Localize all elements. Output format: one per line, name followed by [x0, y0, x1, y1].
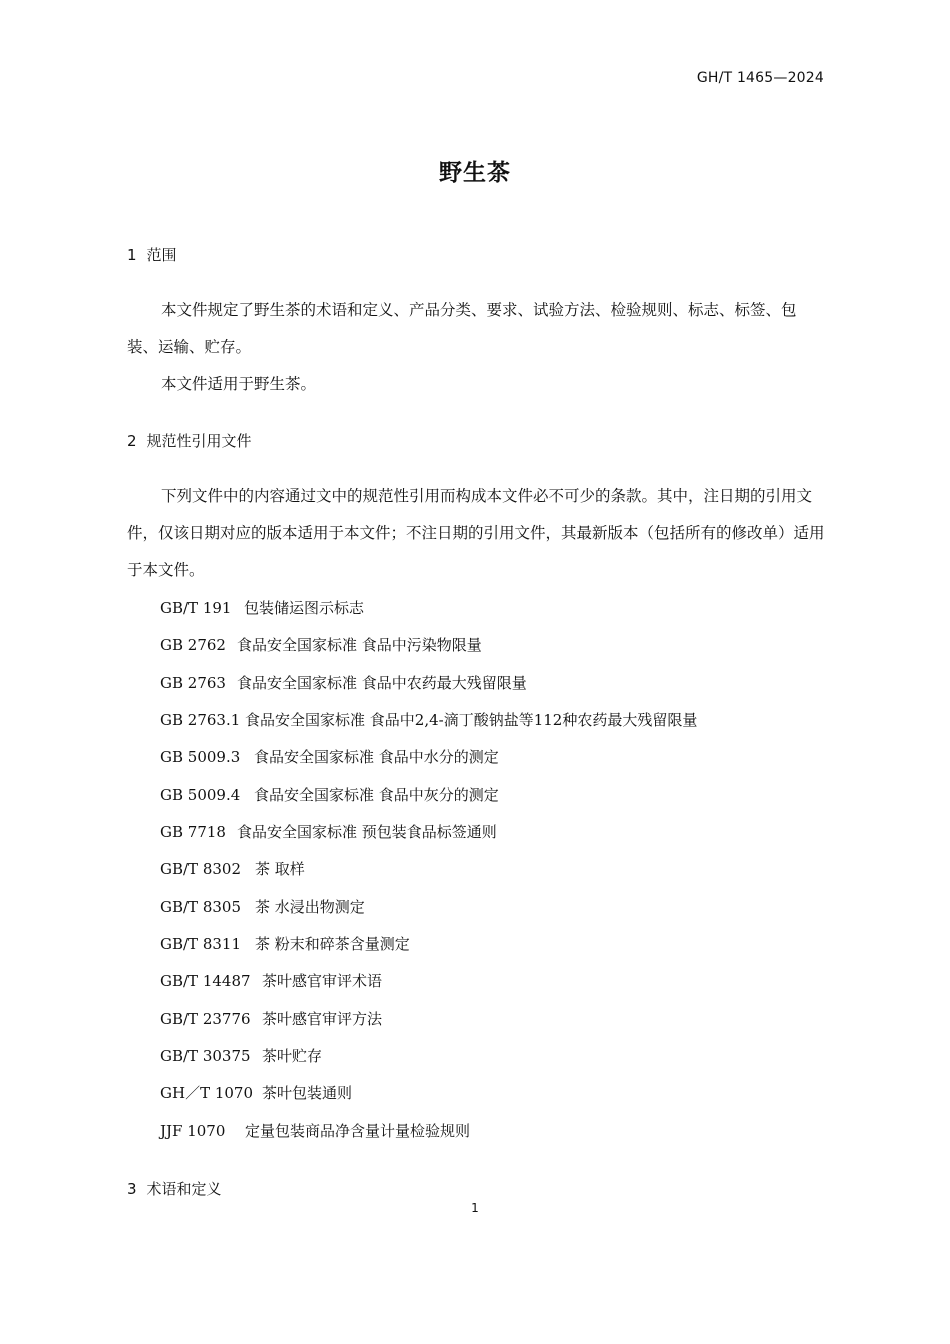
reference-item [160, 1038, 697, 1075]
reference-code: GB/T 8311 [160, 935, 242, 954]
reference-code: GH／T 1070 [160, 1084, 254, 1103]
section-3-heading [127, 1178, 222, 1199]
reference-code: GB 2763 [160, 673, 226, 692]
normative-reference-list [160, 590, 697, 1150]
reference-item [160, 963, 697, 1000]
reference-item [160, 590, 697, 627]
reference-item [160, 777, 697, 814]
reference-code: GB/T 23776 [160, 1009, 251, 1028]
reference-code: GB/T 30375 [160, 1047, 251, 1066]
document-title: 野生茶 [439, 160, 511, 186]
references-intro-paragraph: 下列文件中的内容通过文中的规范性引用而构成本文件必不可少的条款。其中，注日期的引用文件，仅该日期对应的版本适用于本文件；不注日期的引用文件，其最新版本（包括所有的修改单）适用于本文件。 [127, 487, 825, 579]
reference-title: 茶叶感官审评术语 [262, 972, 383, 991]
reference-title: 食品安全国家标准 食品中水分的测定 [254, 748, 499, 767]
reference-item [160, 889, 697, 926]
reference-item [160, 702, 697, 739]
reference-title: 茶叶包装通则 [262, 1084, 353, 1103]
reference-code: GB 2762 [160, 636, 226, 655]
reference-title: 包装储运图示标志 [244, 599, 365, 617]
reference-code: GB 5009.4 [160, 785, 241, 804]
reference-title: 食品安全国家标准 食品中农药最大残留限量 [237, 673, 527, 692]
reference-title: 茶 水浸出物测定 [255, 897, 365, 916]
reference-item [160, 739, 697, 776]
reference-code: GB/T 8305 [160, 897, 242, 916]
reference-item [160, 1001, 697, 1038]
section-1-heading [127, 244, 177, 265]
section-2-heading [127, 430, 252, 451]
reference-code: GB/T 191 [160, 599, 232, 617]
section-number: 1 [127, 246, 137, 264]
reference-title: 茶 粉末和碎茶含量测定 [255, 935, 410, 954]
scope-paragraph-1: 本文件规定了野生茶的术语和定义、产品分类、要求、试验方法、检验规则、标志、标签、包装、运输、贮存。 [127, 301, 797, 356]
reference-code: GB 2763.1 [160, 711, 241, 730]
reference-item [160, 814, 697, 851]
section-title: 规范性引用文件 [146, 432, 252, 450]
reference-item [160, 1113, 697, 1150]
reference-title: 茶 取样 [255, 860, 305, 879]
page-number: 1 [471, 1201, 479, 1215]
reference-item [160, 665, 697, 702]
reference-title: 茶叶贮存 [262, 1047, 323, 1066]
reference-item [160, 851, 697, 888]
reference-code: GB/T 14487 [160, 972, 251, 991]
reference-title: 定量包装商品净含量计量检验规则 [245, 1121, 471, 1140]
scope-paragraph-2: 本文件适用于野生茶。 [161, 375, 317, 393]
reference-item [160, 926, 697, 963]
reference-code: GB 7718 [160, 823, 226, 842]
reference-code: GB/T 8302 [160, 860, 242, 879]
section-number: 2 [127, 432, 137, 450]
document-code: GH/T 1465—2024 [696, 70, 824, 86]
reference-item [160, 1075, 697, 1112]
reference-code: GB 5009.3 [160, 748, 241, 767]
reference-title: 食品安全国家标准 食品中污染物限量 [237, 636, 482, 655]
reference-title: 食品安全国家标准 食品中灰分的测定 [254, 785, 499, 804]
section-title: 范围 [146, 246, 177, 264]
reference-title: 茶叶感官审评方法 [262, 1009, 383, 1028]
reference-code: JJF 1070 [160, 1121, 226, 1140]
reference-title: 食品安全国家标准 食品中2,4-滴丁酸钠盐等112种农药最大残留限量 [245, 711, 698, 730]
reference-title: 食品安全国家标准 预包装食品标签通则 [237, 823, 497, 842]
section-title: 术语和定义 [146, 1180, 222, 1198]
reference-item [160, 627, 697, 664]
section-number: 3 [127, 1180, 137, 1198]
